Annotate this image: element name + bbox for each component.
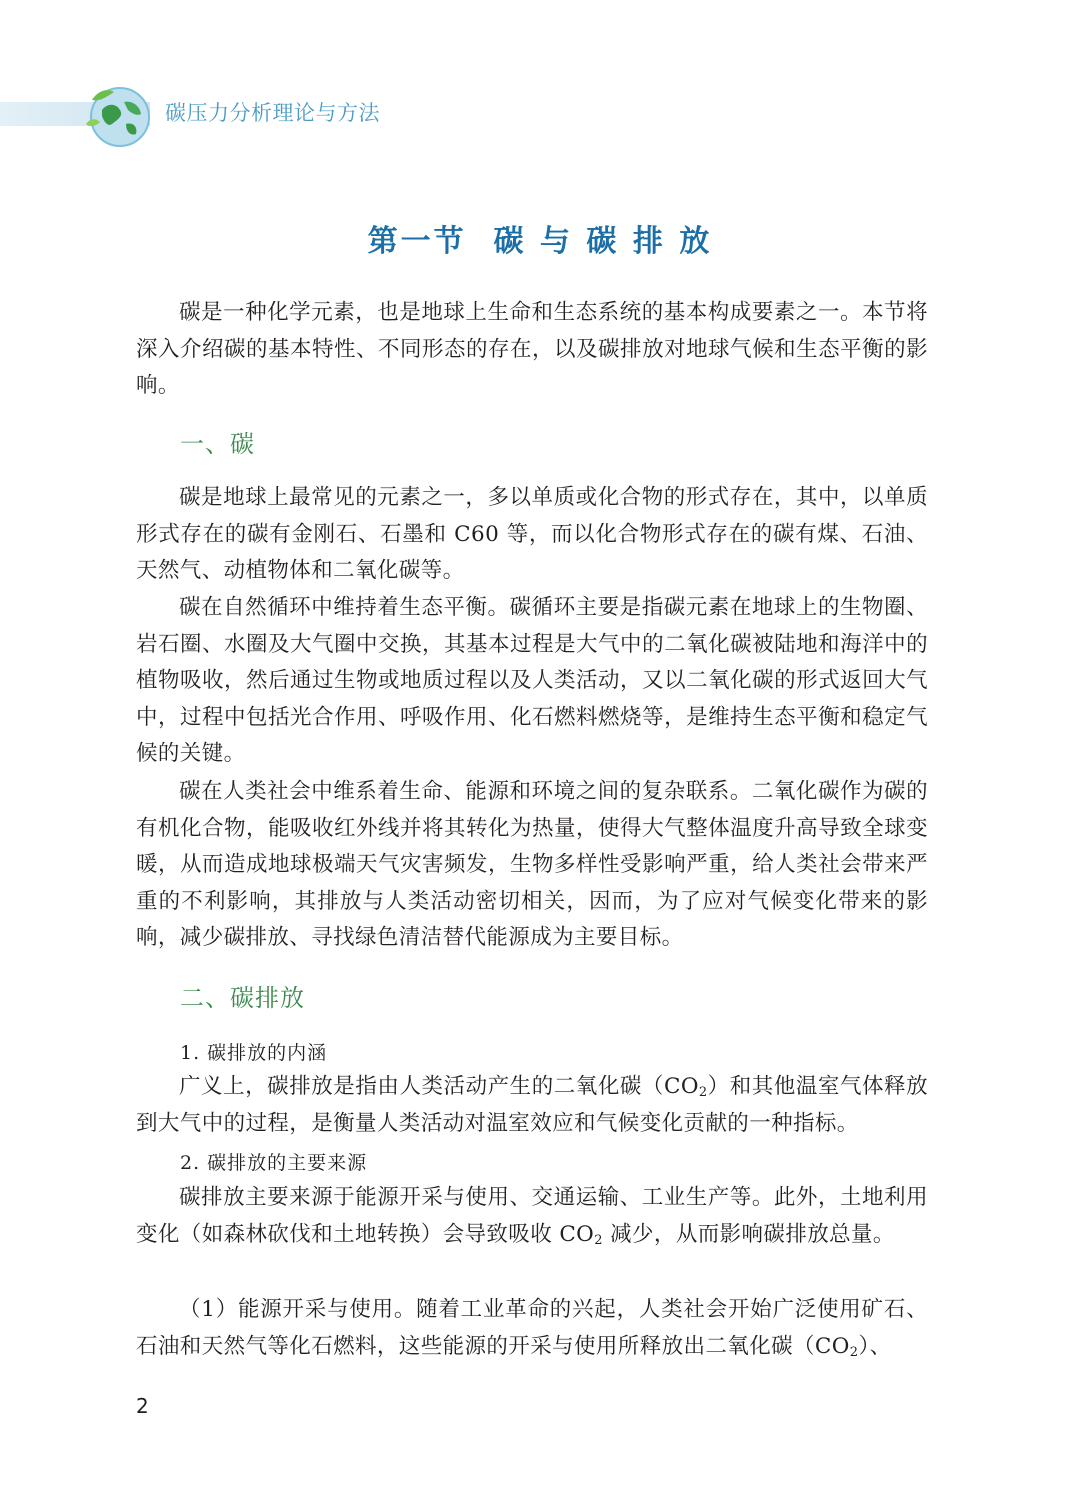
heading-carbon: 一、碳 [180,430,255,458]
paragraph-emission-sources: 碳排放主要来源于能源开采与使用、交通运输、工业生产等。此外，土地利用变化（如森林砍伐和土地转换）会导致吸收 $CO_2$ 减少，从而影响碳排放总量。 [136,1185,928,1248]
paragraph-carbon-forms: 碳是地球上最常见的元素之一，多以单质或化合物的形式存在，其中，以单质形式存在的碳有金刚石、石墨和 C60 等，而以化合物形式存在的碳有煤、石油、天然气、动植物体和二氧化碳等。 [136,485,928,583]
globe-leaf-icon [84,80,154,150]
subheading-sources: 2. 碳排放的主要来源 [180,1152,368,1174]
page-number: 2 [136,1394,149,1418]
subheading-definition: 1. 碳排放的内涵 [180,1042,328,1064]
book-title: 碳压力分析理论与方法 [165,101,380,125]
paragraph-emission-definition: 广义上，碳排放是指由人类活动产生的二氧化碳$(CO_2)$和其他温室气体释放到大气中的过程，是衡量人类活动对温室效应和气候变化贡献的一种指标。 [136,1074,928,1136]
paragraph-carbon-cycle: 碳在自然循环中维持着生态平衡。碳循环主要是指碳元素在地球上的生物圈、岩石圈、水圈及大气圈中交换，其基本过程是大气中的二氧化碳被陆地和海洋中的植物吸收，然后通过生物或地质过程以及人类活动，又以二氧化碳的形式返回大气中，过程中包括光合作用、呼吸作用、化石燃料燃烧等，是维持生态平衡和稳定气候的关键。 [136,595,928,766]
paragraph-carbon-society: 碳在人类社会中维系着生命、能源和环境之间的复杂联系。二氧化碳作为碳的有机化合物，能吸收红外线并将其转化为热量，使得大气整体温度升高导致全球变暖，从而造成地球极端天气灾害频发，生物多样性受影响严重，给人类社会带来严重的不利影响，其排放与人类活动密切相关，因而，为了应对气候变化带来的影响，减少碳排放、寻找绿色清洁替代能源成为主要目标。 [136,779,928,950]
heading-carbon-emission: 二、碳排放 [180,984,305,1012]
section-title: 第一节 碳 与 碳 排 放 [367,224,713,259]
intro-paragraph: 碳是一种化学元素，也是地球上生命和生态系统的基本构成要素之一。本节将深入介绍碳的基本特性、不同形态的存在，以及碳排放对地球气候和生态平衡的影响。 [136,300,928,398]
paragraph-energy: （1）能源开采与使用。随着工业革命的兴起，人类社会开始广泛使用矿石、石油和天然气等化石燃料，这些能源的开采与使用所释放出二氧化碳$(CO_2)$、 [136,1297,928,1360]
